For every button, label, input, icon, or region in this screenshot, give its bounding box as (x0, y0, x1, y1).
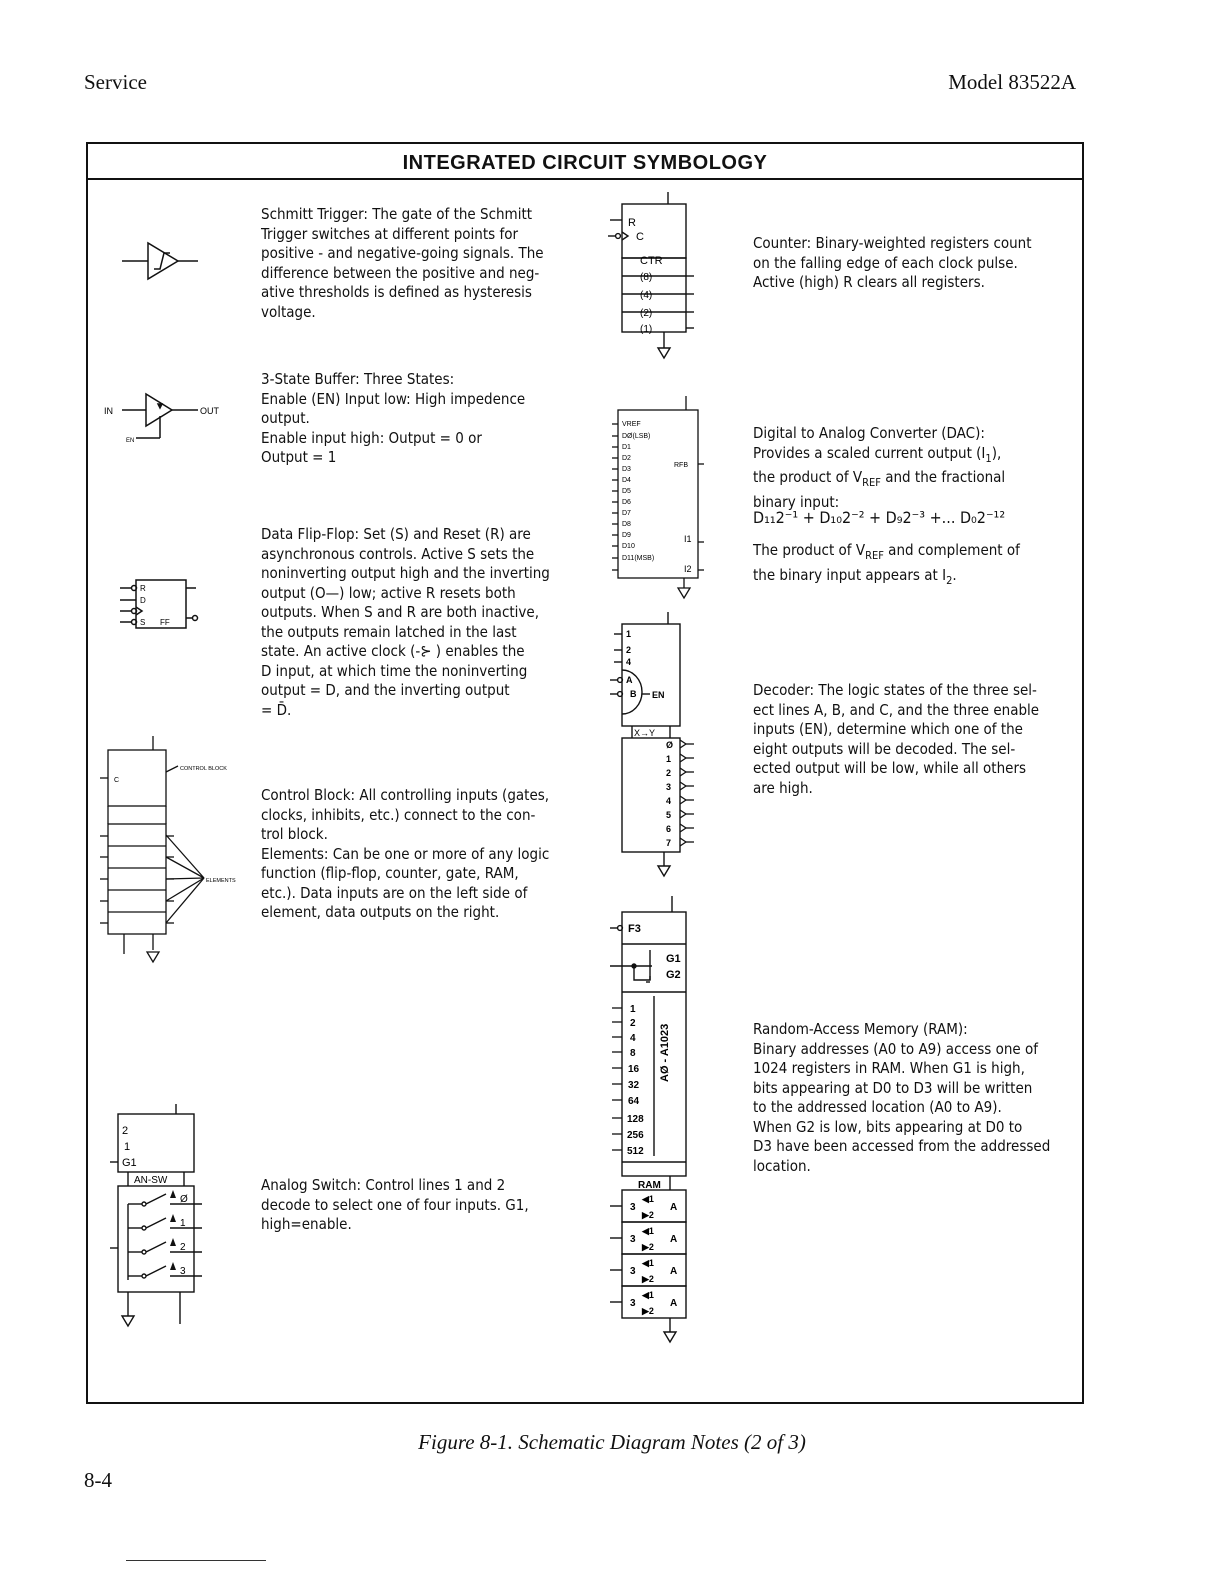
ff-r-label: R (140, 584, 146, 593)
dec-out-6: 6 (666, 824, 672, 834)
dac-in-d4: D4 (622, 477, 631, 484)
ram-cell-2-bot: ▶2 (642, 1242, 654, 1252)
figure-caption: Figure 8-1. Schematic Diagram Notes (2 of 3) (418, 1430, 806, 1454)
control-block-symbol (96, 732, 266, 972)
answ-out-2: 2 (180, 1242, 186, 1253)
buffer-in-label: IN (104, 406, 113, 416)
dec-out-1: 1 (666, 754, 672, 764)
dac-sub-i2: 2 (946, 573, 953, 587)
ram-cell-1-out: A (670, 1202, 678, 1213)
dac-text-c: the product of V (753, 468, 863, 486)
ram-g2-label: G2 (666, 969, 681, 981)
ctr-weight-2: (2) (640, 308, 653, 319)
dec-in-a: A (626, 675, 633, 685)
figure-title: INTEGRATED CIRCUIT SYMBOLOGY (88, 144, 1082, 180)
note-ram: Random-Access Memory (RAM): Binary addresses (A0 to A9) access one of 1024 registers in RAM. When G1 is high, bits appearing at D0 to D3 will be written to the addressed location (A0 to A9). When G2 is low, bits appearing at D0 to D3 have been accessed from the addressed location. (753, 1020, 1051, 1175)
dec-out-2: 2 (666, 768, 672, 778)
footer-rule (126, 1560, 266, 1561)
ram-addr-1: 1 (630, 1004, 636, 1015)
ram-addr-128: 128 (627, 1114, 644, 1125)
dac-symbol (600, 396, 710, 602)
dac-sub-vref: REF (862, 476, 881, 489)
note-data-flip-flop: Data Flip-Flop: Set (S) and Reset (R) are asynchronous controls. Active S sets the noninverting output high and the inverting output (O—) low; active R resets both outputs. When S and R are both inactive, the outputs remain latched in the last state. An active clock (-⊱ ) enables the D input, at which time the noninverting output = D, and the inverting output = D̄. (261, 525, 550, 719)
ram-addr-2: 2 (630, 1018, 636, 1029)
answ-out-3: 3 (180, 1266, 186, 1277)
dec-out-4: 4 (666, 796, 672, 806)
buffer-out-label: OUT (200, 406, 219, 416)
note-dac-complement (753, 541, 1020, 590)
ctr-c-label: C (636, 231, 644, 243)
answ-g1-label: G1 (122, 1157, 137, 1169)
dec-out-5: 5 (666, 810, 672, 820)
note-3-state-buffer: 3-State Buffer: Three States: Enable (EN) Input low: High impedence output. Enable input high: Output = 0 or Output = 1 (261, 370, 526, 466)
dec-en-label: EN (652, 690, 665, 700)
dac-rfb-label: RFB (674, 462, 688, 469)
dec-sel-2: 2 (626, 645, 632, 655)
dac-in-d7: D7 (622, 510, 631, 517)
ram-addr-16: 16 (628, 1064, 640, 1075)
ctr-weight-1: (1) (640, 324, 653, 335)
ram-g1-label: G1 (666, 953, 681, 965)
header-section: Service (84, 70, 147, 94)
dac-i1-label: I1 (684, 534, 692, 544)
dec-sel-4: 4 (626, 657, 632, 667)
note-dac (753, 424, 1005, 512)
dac-sub-vref-2: REF (865, 549, 884, 562)
buffer-en-label: EN (126, 438, 135, 444)
dac-in-d6: D6 (622, 499, 631, 506)
dac-in-d11: D11(MSB) (622, 555, 655, 562)
dac-formula: D₁₁2⁻¹ + D₁₀2⁻² + D₉2⁻³ +... D₀2⁻¹² (753, 508, 1006, 527)
dec-sel-1: 1 (626, 629, 632, 639)
ram-addr-64: 64 (628, 1096, 640, 1107)
header-model: Model 83522A (948, 70, 1076, 94)
answ-name-label: AN-SW (134, 1175, 168, 1186)
ram-addr-256: 256 (627, 1130, 644, 1141)
dec-in-b: B (630, 689, 637, 699)
ff-d-label: D (140, 596, 146, 605)
ram-cell-3-bot: ▶2 (642, 1274, 654, 1284)
ram-f3-label: F3 (628, 923, 641, 935)
dec-out-3: 3 (666, 782, 672, 792)
ram-range-label: AØ - A1023 (659, 1023, 671, 1082)
ctrl-block-label: CONTROL BLOCK (180, 766, 227, 772)
analog-switch-symbol (104, 1104, 214, 1344)
dac-in-d10: D10 (622, 543, 635, 550)
dac-sub-i1: 1 (985, 451, 992, 465)
dac-in-d3: D3 (622, 466, 631, 473)
dac-text-g: . (952, 565, 957, 584)
ram-cell-1-bot: ▶2 (642, 1210, 654, 1220)
ram-addr-8: 8 (630, 1048, 636, 1059)
dac-in-d8: D8 (622, 521, 631, 528)
dac-text-d: and the fractional binary input: (753, 468, 1006, 511)
answ-2-label: 2 (122, 1125, 129, 1137)
ctrl-elements-label: ELEMENTS (206, 878, 236, 884)
ctr-weight-4: (4) (640, 290, 653, 301)
ff-ff-label: FF (160, 618, 170, 627)
dac-text-e: The product of V (753, 541, 866, 559)
note-decoder: Decoder: The logic states of the three sel- ect lines A, B, and C, and the three enable inputs (EN), determine which one of the eight outputs will be decoded. The sel- ected output will be low, while all others are high. (753, 681, 1040, 797)
page-number: 8-4 (84, 1468, 112, 1492)
dac-in-d0: DØ(LSB) (622, 433, 651, 440)
dac-text-b: ), (991, 443, 1002, 462)
ram-cell-4-out: A (670, 1298, 678, 1309)
ram-cell-3-top: ◀1 (642, 1258, 654, 1268)
ram-cell-3-in: 3 (630, 1266, 636, 1277)
answ-1-label: 1 (124, 1141, 131, 1153)
decoder-symbol (590, 612, 710, 884)
dac-text-a: Digital to Analog Converter (DAC): Provides a scaled current output (I (753, 424, 986, 462)
ram-cell-4-top: ◀1 (642, 1290, 654, 1300)
dac-in-d5: D5 (622, 488, 631, 495)
ram-cell-2-top: ◀1 (642, 1226, 654, 1236)
answ-out-1: 1 (180, 1218, 186, 1229)
ff-s-label: S (140, 618, 146, 627)
ram-cell-2-in: 3 (630, 1234, 636, 1245)
ram-cell-1-top: ◀1 (642, 1194, 654, 1204)
dec-out-7: 7 (666, 838, 672, 848)
answ-out-0: Ø (180, 1194, 188, 1205)
dac-in-d9: D9 (622, 532, 631, 539)
ram-cell-3-out: A (670, 1266, 678, 1277)
ctr-weight-8: (8) (640, 272, 653, 283)
note-counter: Counter: Binary-weighted registers count on the falling edge of each clock pulse. Active (high) R clears all registers. (753, 234, 1032, 291)
ram-cell-1-in: 3 (630, 1202, 636, 1213)
dac-in-d1: D1 (622, 444, 631, 451)
dac-in-vref: VREF (622, 421, 641, 428)
ram-cell-4-in: 3 (630, 1298, 636, 1309)
ram-symbol (590, 896, 710, 1356)
ram-cell-4-bot: ▶2 (642, 1306, 654, 1316)
counter-symbol (590, 192, 710, 368)
ctr-name-label: CTR (640, 255, 663, 267)
ram-addr-512: 512 (627, 1146, 644, 1157)
dec-xy-label: X→Y (634, 728, 656, 738)
flip-flop-symbol (112, 574, 212, 634)
dac-text-f: and complement of the binary input appears at I (753, 541, 1020, 584)
ram-name-label: RAM (638, 1180, 661, 1191)
ctrl-c-label: C (114, 777, 120, 784)
note-control-block: Control Block: All controlling inputs (gates, clocks, inhibits, etc.) connect to the con- trol block. Elements: Can be one or more of any logic function (flip-flop, counter, gate, RAM, etc.). Data inputs are on the left side of element, data outputs on the right. (261, 786, 550, 921)
note-schmitt-trigger: Schmitt Trigger: The gate of the Schmitt Trigger switches at different points for positive - and negative-going signals. The difference between the positive and neg- ative thresholds is defined as hysteresis voltage. (261, 205, 544, 321)
ctr-r-label: R (628, 217, 636, 229)
ram-addr-4: 4 (630, 1033, 636, 1044)
note-analog-switch: Analog Switch: Control lines 1 and 2 decode to select one of four inputs. G1, high=enable. (261, 1176, 529, 1233)
dac-in-d2: D2 (622, 455, 631, 462)
dac-i2-label: I2 (684, 564, 692, 574)
dec-out-0: Ø (666, 740, 674, 750)
schmitt-trigger-symbol (118, 235, 208, 285)
ram-cell-2-out: A (670, 1234, 678, 1245)
tri-state-buffer-symbol (100, 388, 230, 448)
ram-addr-32: 32 (628, 1080, 640, 1091)
